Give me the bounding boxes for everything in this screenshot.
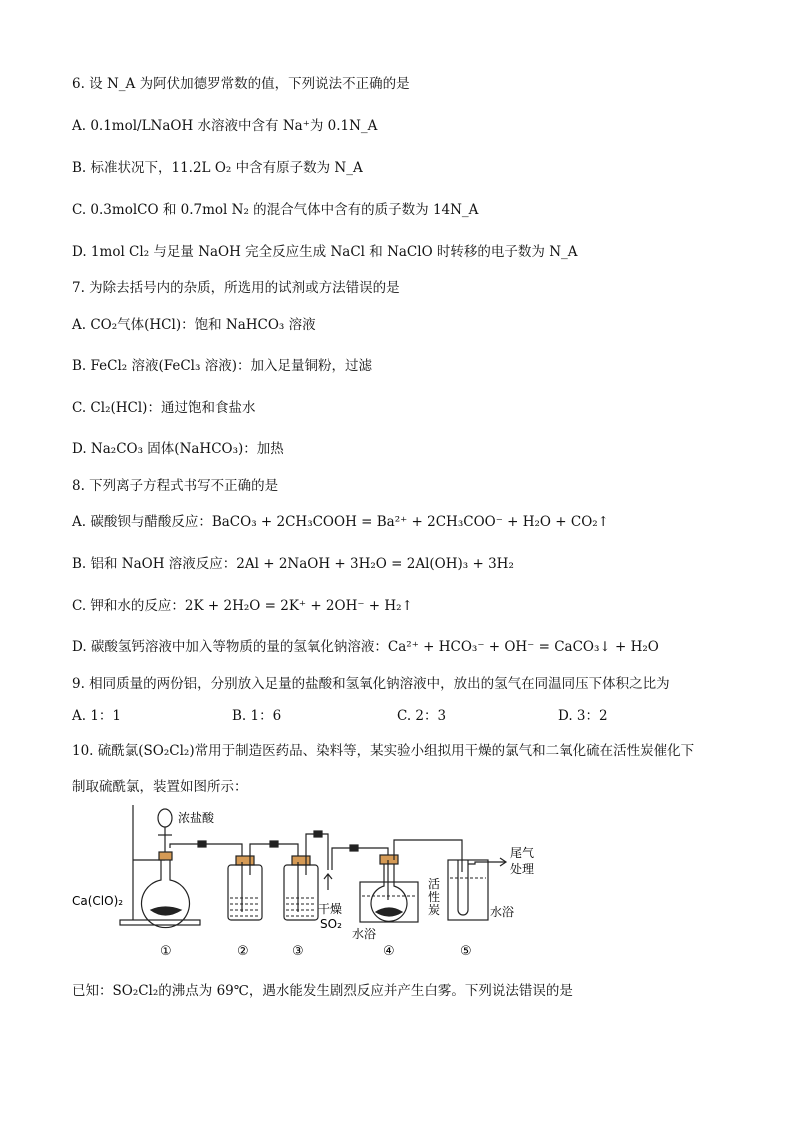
q8-option-b: B. 铝和 NaOH 溶液反应：2Al + 2NaOH + 3H₂O = 2Al(OH)₃ + 3H₂ <box>72 556 514 572</box>
label-so2: SO₂ <box>320 917 342 931</box>
q6-stem: 6. 设 N_A 为阿伏加德罗常数的值，下列说法不正确的是 <box>72 76 410 92</box>
label-active-2: 性 <box>428 890 441 904</box>
q6-option-a: A. 0.1mol/LNaOH 水溶液中含有 Na⁺为 0.1N_A <box>72 118 378 134</box>
q9-option-a: A. 1：1 <box>72 708 122 724</box>
flask1-stopper <box>159 852 172 860</box>
label-active-1: 活 <box>428 877 441 891</box>
bottle3 <box>284 865 318 920</box>
active-carbon <box>376 908 402 916</box>
label-tail-gas-1: 尾气 <box>510 846 535 860</box>
q8-stem: 8. 下列离子方程式书写不正确的是 <box>72 478 279 494</box>
q10-stem-line2: 制取硫酰氯，装置如图所示： <box>72 779 248 795</box>
bottle2 <box>228 865 262 920</box>
flask1-reagent <box>151 907 181 915</box>
label-tail-gas-2: 处理 <box>510 862 535 876</box>
q7-option-c: C. Cl₂(HCl)：通过饱和食盐水 <box>72 400 256 416</box>
label-n5: ⑤ <box>460 944 472 959</box>
q6-option-c: C. 0.3molCO 和 0.7mol N₂ 的混合气体中含有的质子数为 14N_A <box>72 202 479 218</box>
label-n1: ① <box>160 944 172 959</box>
flask4-stopper <box>380 855 398 864</box>
separatory-funnel <box>158 809 172 827</box>
q9-option-c: C. 2：3 <box>397 708 447 724</box>
stand-base <box>120 920 200 925</box>
label-n4: ④ <box>383 944 395 959</box>
label-water-bath-4: 水浴 <box>352 927 377 941</box>
collecting-tube <box>458 860 468 915</box>
q8-option-d: D. 碳酸氢钙溶液中加入等物质的量的氢氧化钠溶液：Ca²⁺ + HCO₃⁻ + OH⁻ = CaCO₃↓ + H₂O <box>72 639 659 655</box>
label-dry: 干燥 <box>318 902 343 916</box>
label-hcl: 浓盐酸 <box>178 811 215 825</box>
label-active-3: 炭 <box>428 903 441 917</box>
apparatus-diagram <box>70 800 570 965</box>
q9-stem: 9. 相同质量的两份铝，分别放入足量的盐酸和氢氧化钠溶液中，放出的氢气在同温同压下体积之比为 <box>72 676 670 692</box>
q10-known-info: 已知：SO₂Cl₂的沸点为 69℃，遇水能发生剧烈反应并产生白雾。下列说法错误的是 <box>72 983 573 999</box>
q6-option-d: D. 1mol Cl₂ 与足量 NaOH 完全反应生成 NaCl 和 NaClO 时转移的电子数为 N_A <box>72 244 578 260</box>
q8-option-c: C. 钾和水的反应：2K + 2H₂O = 2K⁺ + 2OH⁻ + H₂↑ <box>72 598 413 614</box>
flask1 <box>142 860 190 928</box>
bottle3-stopper <box>292 856 310 865</box>
q7-option-b: B. FeCl₂ 溶液(FeCl₃ 溶液)：加入足量铜粉，过滤 <box>72 358 372 374</box>
label-water-bath-5: 水浴 <box>490 905 515 919</box>
q7-stem: 7. 为除去括号内的杂质，所选用的试剂或方法错误的是 <box>72 280 400 296</box>
q8-option-a: A. 碳酸钡与醋酸反应：BaCO₃ + 2CH₃COOH = Ba²⁺ + 2CH₃COO⁻ + H₂O + CO₂↑ <box>72 514 609 530</box>
label-n3: ③ <box>292 944 304 959</box>
bottle2-stopper <box>236 856 254 865</box>
q9-option-b: B. 1：6 <box>232 708 282 724</box>
label-calcium-hypochlorite: Ca(ClO)₂ <box>72 894 124 908</box>
label-n2: ② <box>237 944 249 959</box>
q9-option-d: D. 3：2 <box>558 708 608 724</box>
q10-stem-line1: 10. 硫酰氯(SO₂Cl₂)常用于制造医药品、染料等，某实验小组拟用干燥的氯气和二氧化硫在活性炭催化下 <box>72 743 695 759</box>
q7-option-d: D. Na₂CO₃ 固体(NaHCO₃)：加热 <box>72 441 284 457</box>
q7-option-a: A. CO₂气体(HCl)：饱和 NaHCO₃ 溶液 <box>72 317 316 333</box>
q6-option-b: B. 标准状况下，11.2L O₂ 中含有原子数为 N_A <box>72 160 363 176</box>
